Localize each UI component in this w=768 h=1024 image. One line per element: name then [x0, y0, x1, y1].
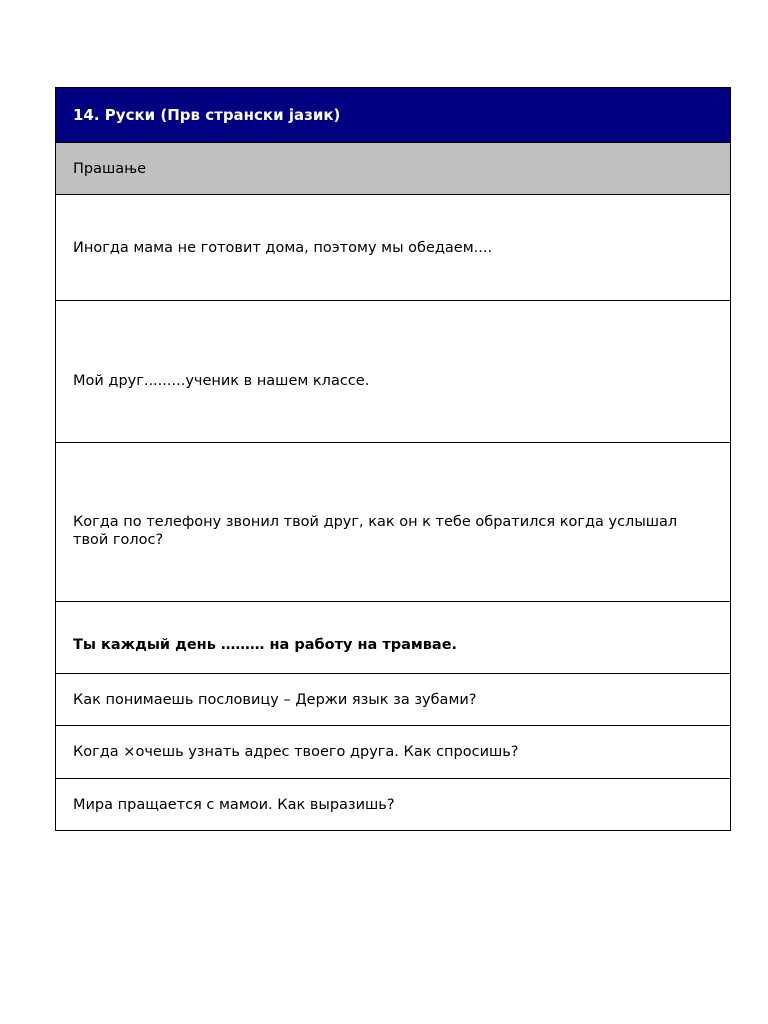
table-row	[56, 725, 730, 778]
table-title: 14. Руски (Прв странски јазик)	[73, 106, 341, 124]
table-row	[56, 778, 730, 830]
table-row	[56, 673, 730, 725]
question-text: Когда по телефону звонил твой друг, как он к тебе обратился когда услышал твой голос?	[73, 514, 678, 548]
column-header-question: Прашање	[73, 160, 147, 177]
question-text: Мой друг.........ученик в нашем классе.	[73, 372, 370, 389]
table-row	[56, 300, 730, 442]
questions-table	[55, 87, 731, 831]
question-text: Иногда мама не готовит дома, поэтому мы обедаем....	[73, 239, 493, 256]
table-row	[56, 194, 730, 300]
question-text: Мира пращается с мамои. Как выразишь?	[73, 796, 395, 813]
table-row	[56, 442, 730, 601]
table-row	[56, 601, 730, 673]
table-title-row	[56, 88, 730, 142]
question-text: Когда ×очешь узнать адрес твоего друга. Как спросишь?	[73, 744, 519, 760]
question-text: Как понимаешь пословицу – Держи язык за зубами?	[73, 691, 477, 708]
table-header-row	[56, 142, 730, 194]
question-text: Ты каждый день ……… на работу на трамвае.	[73, 636, 458, 653]
